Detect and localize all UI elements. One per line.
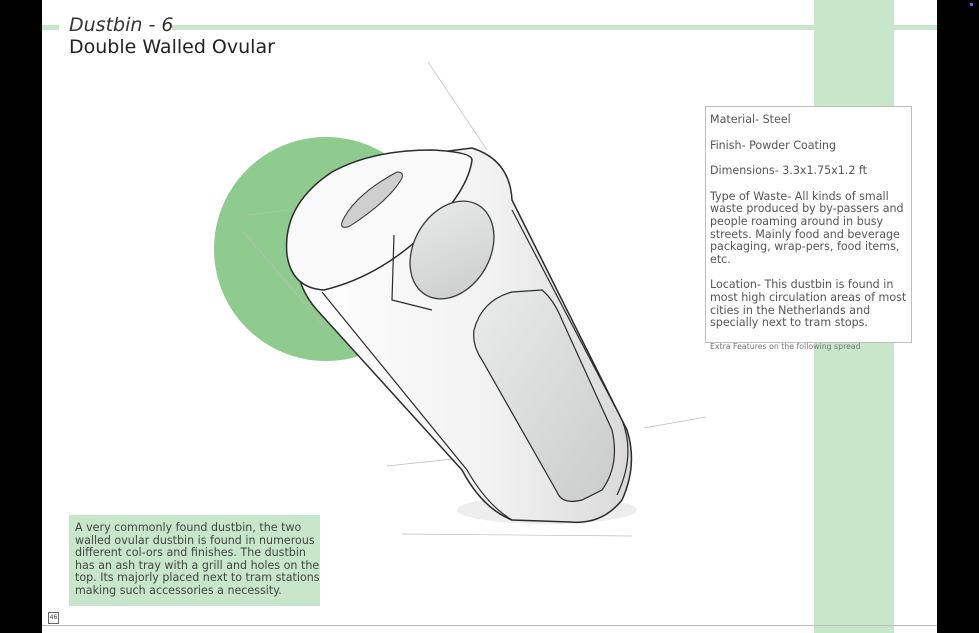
page-title: Dustbin - 6 [69, 14, 174, 36]
description-box: A very commonly found dustbin, the two walled ovular dustbin is found in numerous different col-ors and finishes. The dustbin has an ash tray with a grill and holes on the top. Its majorly placed next to tram stations making such accessories a necessity. [69, 515, 320, 606]
corner-marker [970, 3, 973, 6]
spec-finish: Finish- Powder Coating [710, 138, 837, 152]
spec-waste-type: Type of Waste- All kinds of small waste produced by by-passers and people roaming around in busy streets. Mainly food and beverage packaging, wrap-pers, food items, etc. [710, 189, 904, 266]
page [42, 0, 937, 633]
spec-material: Material- Steel [710, 113, 791, 126]
page-subtitle: Double Walled Ovular [69, 36, 275, 58]
page-number: 46 [48, 612, 59, 624]
specifications-box [705, 106, 912, 351]
spec-location: Location- This dustbin is found in most high circulation areas of most cities in the Netherlands and specially next to tram stops. [710, 278, 907, 330]
extra-features-note: Extra Features on the following spread [710, 341, 861, 351]
spec-dimensions: Dimensions- 3.3x1.75x1.2 ft [710, 164, 867, 178]
footer-rule [42, 625, 937, 626]
